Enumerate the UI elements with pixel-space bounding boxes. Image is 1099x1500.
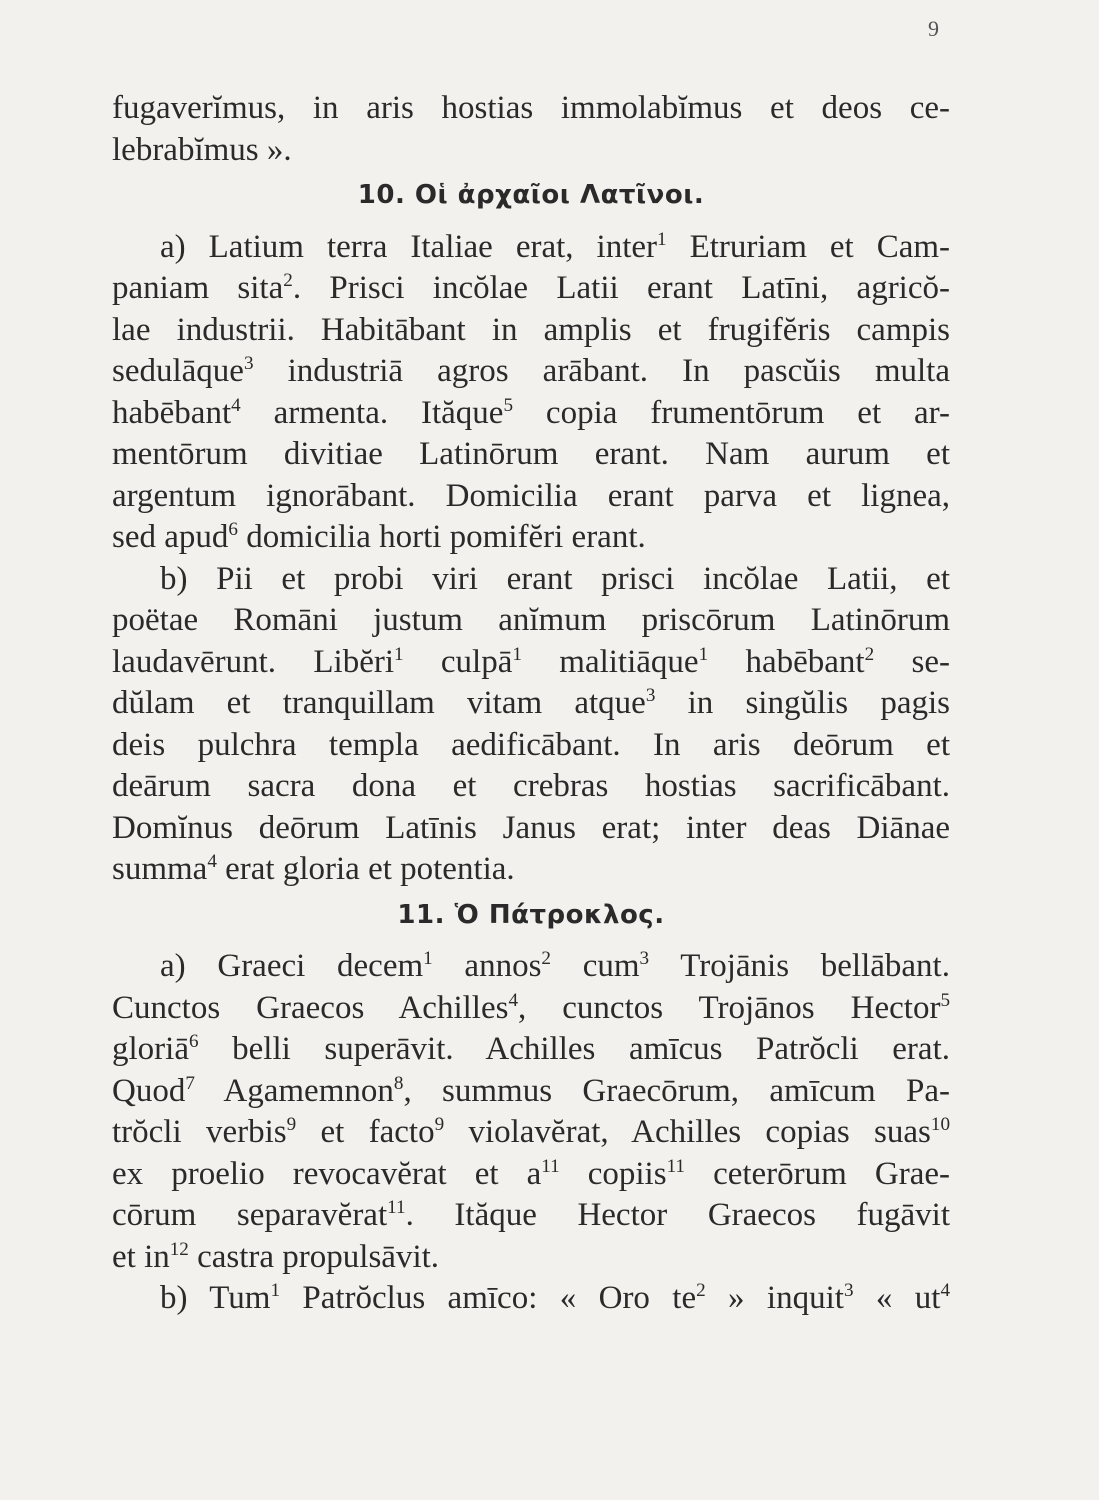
text-line: et $in^{12}$ castra propulsāvit. [112,1238,440,1275]
text-line: deārum sacra dona et crebras hostias sacrificābant. [112,768,950,804]
text-line: fugaverĭmus, in aris hostias immolabĭmus et deos ce- [112,90,950,126]
text-line: b) Pii et probi viri erant prisci incŏlae Latii, et [160,560,950,597]
text-line: b) Tum$^1$ Patrŏclus amīco: « Oro $te^2$ » inquit$^3$ « $ut^4$ [160,1280,950,1316]
text-line: sedulāque$^3$ industriā agros arābant. In pascŭis multa [112,353,950,389]
text-line: lebrabĭmus ». [112,131,292,168]
text-line: laudavērunt. Libĕri$^1$ culpā$^1$ malitiāque$^1$ habēbant$^2$ se- [112,643,950,680]
text-line: summa$^4$ erat gloria et potentia. [112,851,515,887]
text-line: Cunctos Graecos Achilles$^4$, cunctos Trojānos Hector$^5$ [112,989,950,1026]
page-text [112,88,950,1320]
text-line: habēbant$^4$ armenta. Ităque$^5$ copia frumentōrum et ar- [112,394,950,431]
text-line: gloriā$^6$ belli superāvit. Achilles amīcus Patrŏcli erat. [112,1031,950,1067]
text-line: a) Graeci decem$^1$ annos$^2$ cum$^3$ Trojānis bellābant. [160,948,950,984]
text-line: paniam sita$^2$. Prisci incŏlae Latii erant Latīni, agricŏ- [112,270,950,306]
text-line: poëtae Romāni justum anĭmum priscōrum Latinōrum [112,602,950,638]
text-line: a) Latium terra Italiae erat, inter$^1$ Etruriam et Cam- [160,228,951,265]
text-line: cōrum separavĕrat$^{11}$. Ităque Hector Graecos fugāvit [112,1197,951,1233]
text-line: deis pulchra templa aedificābant. In aris deōrum et [112,726,950,763]
text-line: trŏcli verbis$^9$ et facto$^9$ violavĕrat, Achilles copias suas$^{10}$ [112,1114,950,1150]
text-line: Quod$^7$ Agamemnon$^8$, summus Graecōrum, amīcum Pa- [112,1072,950,1109]
text-line: ex proelio revocavĕrat et $a^{11}$ copiis$^{11}$ ceterōrum Grae- [112,1155,950,1192]
section-heading-11: 11. Ὁ Πάτροκλος. [397,899,665,930]
page-number: 9 [928,16,939,41]
text-line: lae industrii. Habitābant in amplis et frugifĕris campis [112,311,950,348]
text-line: Domĭnus deōrum Latīnis Janus erat; inter deas Diānae [112,809,950,846]
text-line: mentōrum divitiae Latinōrum erant. Nam aurum et [112,436,950,472]
text-line: dŭlam et tranquillam vitam atque$^3$ in singŭlis pagis [112,685,950,721]
text-line: sed apud$^6$ domicilia horti pomifĕri erant. [112,519,646,555]
text-line: argentum ignorābant. Domicilia erant parva et lignea, [112,477,950,514]
section-heading-10: 10. Οἱ ἀρχαῖοι Λατῖνοι. [357,180,705,210]
